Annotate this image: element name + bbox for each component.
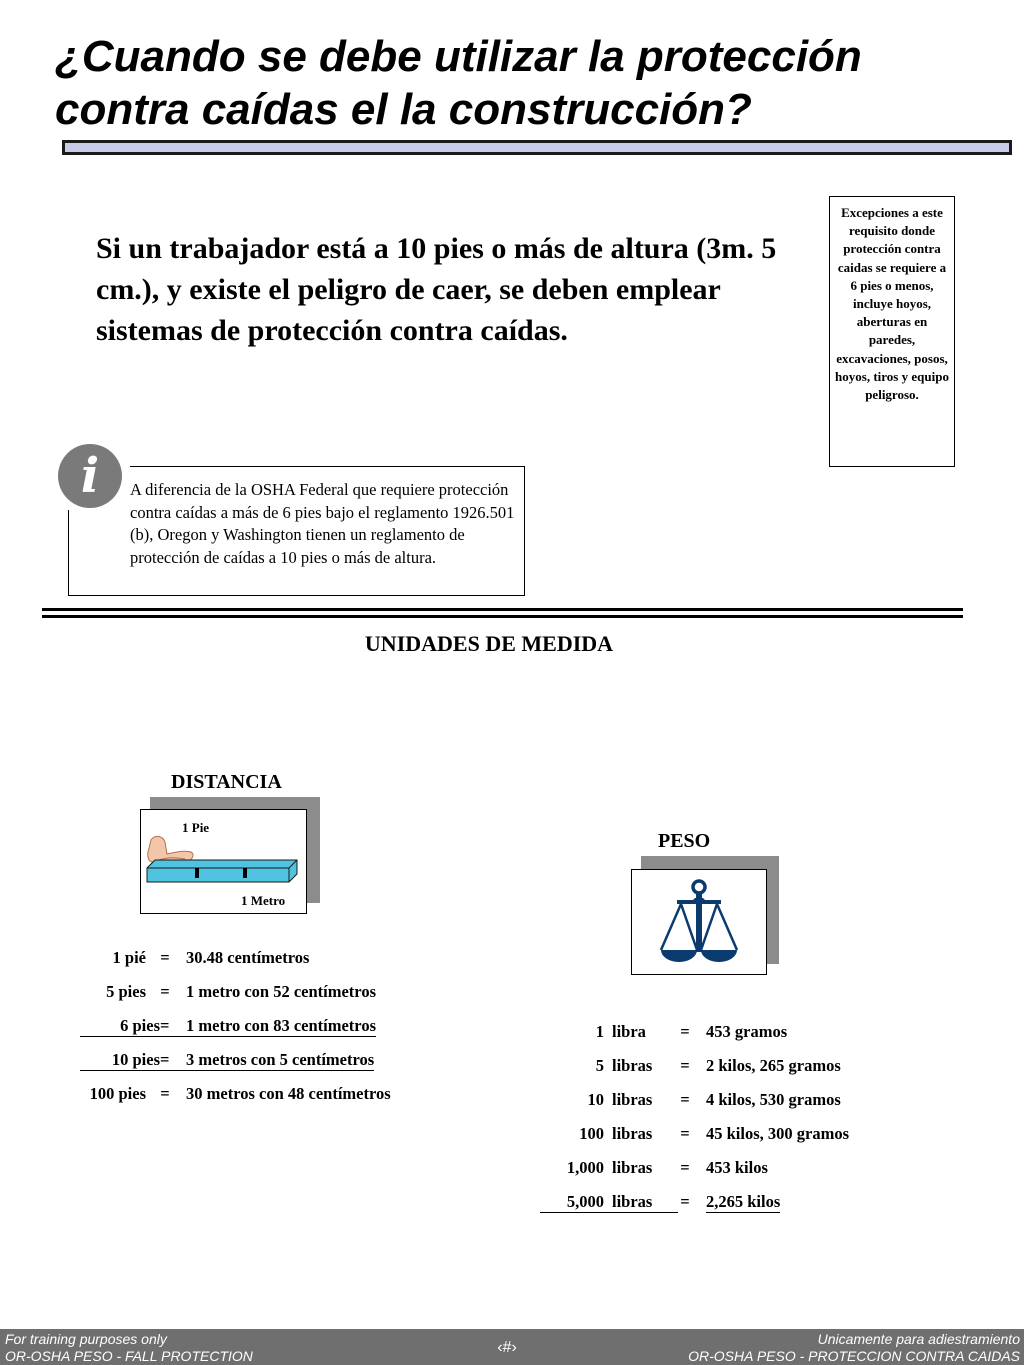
weight-row-metric: 453 kilos	[706, 1158, 768, 1177]
distance-row-feet: 5 pies	[106, 982, 146, 1001]
distance-row-feet: 6 pies	[80, 1016, 160, 1037]
weight-row-equals: =	[680, 1090, 690, 1109]
page-title: ¿Cuando se debe utilizar la protección contra caídas el la construcción?	[55, 32, 862, 134]
distance-row-equals: =	[160, 1084, 170, 1103]
footer-left-line1: For training purposes only	[5, 1331, 167, 1347]
weight-row-equals: =	[680, 1022, 690, 1041]
distance-row-metric: 1 metro con 83 centímetros	[186, 1016, 376, 1035]
distance-row-equals: =	[160, 948, 170, 967]
footer-right-line1: Unicamente para adiestramiento	[817, 1331, 1020, 1347]
weight-row-unit: libra	[612, 1022, 646, 1041]
weight-row-equals: =	[680, 1158, 690, 1177]
weight-row-quantity: 1,000	[566, 1158, 604, 1177]
footer-bar	[0, 1329, 1024, 1365]
meter-label: 1 Metro	[241, 893, 286, 908]
weight-row-unit: libras	[604, 1192, 678, 1213]
weight-row-metric: 2 kilos, 265 gramos	[706, 1056, 841, 1075]
ruler-icon	[145, 830, 305, 886]
weight-row-quantity: 10	[587, 1090, 604, 1109]
weight-row-unit: libras	[612, 1158, 653, 1177]
weight-figure	[631, 869, 767, 975]
title-underline-bar	[62, 140, 1012, 155]
weight-row-equals: =	[680, 1124, 690, 1143]
weight-row-unit: libras	[612, 1056, 653, 1075]
weight-row-metric: 4 kilos, 530 gramos	[706, 1090, 841, 1109]
main-statement: Si un trabajador está a 10 pies o más de altura (3m. 5 cm.), y existe el peligro de caer, se deben emplear sistemas de protección contra caídas.	[96, 232, 777, 347]
distance-row-metric: 30 metros con 48 centímetros	[186, 1084, 391, 1103]
footer-left-line2: OR-OSHA PESO - FALL PROTECTION	[5, 1348, 253, 1364]
distance-row-equals: =	[160, 1050, 186, 1071]
distance-heading: DISTANCIA	[171, 771, 282, 793]
distance-row-feet: 100 pies	[89, 1084, 146, 1103]
scale-icon	[659, 878, 739, 968]
info-callout-text: A diferencia de la OSHA Federal que requiere protección contra caídas a más de 6 pies bajo el reglamento 1926.501 (b), Oregon y Washington tienen un reglamento de protección de caídas a 10 pies o más de altura.	[130, 480, 515, 567]
section-divider-top	[42, 608, 963, 611]
weight-row-metric: 2,265 kilos	[706, 1192, 781, 1211]
footer-right-line2: OR-OSHA PESO - PROTECCION CONTRA CAIDAS	[688, 1348, 1020, 1364]
info-icon: i	[58, 444, 122, 508]
distance-row-equals: =	[160, 1016, 186, 1037]
weight-row-quantity: 100	[579, 1124, 604, 1143]
distance-row-feet: 1 pié	[112, 948, 146, 967]
distance-figure	[140, 809, 307, 914]
section-divider-bottom	[42, 615, 963, 618]
distance-row-metric: 1 metro con 52 centímetros	[186, 982, 376, 1001]
weight-row-equals: =	[680, 1056, 690, 1075]
weight-row-quantity: 5,000	[540, 1192, 604, 1213]
distance-row-metric: 3 metros con 5 centímetros	[186, 1050, 375, 1069]
distance-row-metric: 30.48 centímetros	[186, 948, 310, 967]
weight-row-metric: 45 kilos, 300 gramos	[706, 1124, 850, 1143]
distance-row-equals: =	[160, 982, 170, 1001]
units-heading: UNIDADES DE MEDIDA	[364, 631, 614, 656]
weight-row-metric: 453 gramos	[706, 1022, 788, 1041]
distance-row-feet: 10 pies	[80, 1050, 160, 1071]
weight-row-quantity: 5	[595, 1056, 604, 1075]
footer-page-number: ‹#›	[497, 1339, 517, 1356]
weight-row-unit: libras	[612, 1090, 653, 1109]
weight-heading: PESO	[658, 830, 711, 852]
weight-row-equals: =	[680, 1192, 690, 1211]
exceptions-note-text: Excepciones a este requisito donde protección contra caidas se requiere a 6 pies o menos, incluye hoyos, aberturas en paredes, excavaciones, posos, hoyos, tiros y equipo peligroso.	[835, 205, 949, 403]
weight-row-quantity: 1	[595, 1022, 604, 1041]
weight-row-unit: libras	[612, 1124, 653, 1143]
foot-label: 1 Pie	[182, 820, 210, 835]
exceptions-note-box	[829, 196, 955, 467]
